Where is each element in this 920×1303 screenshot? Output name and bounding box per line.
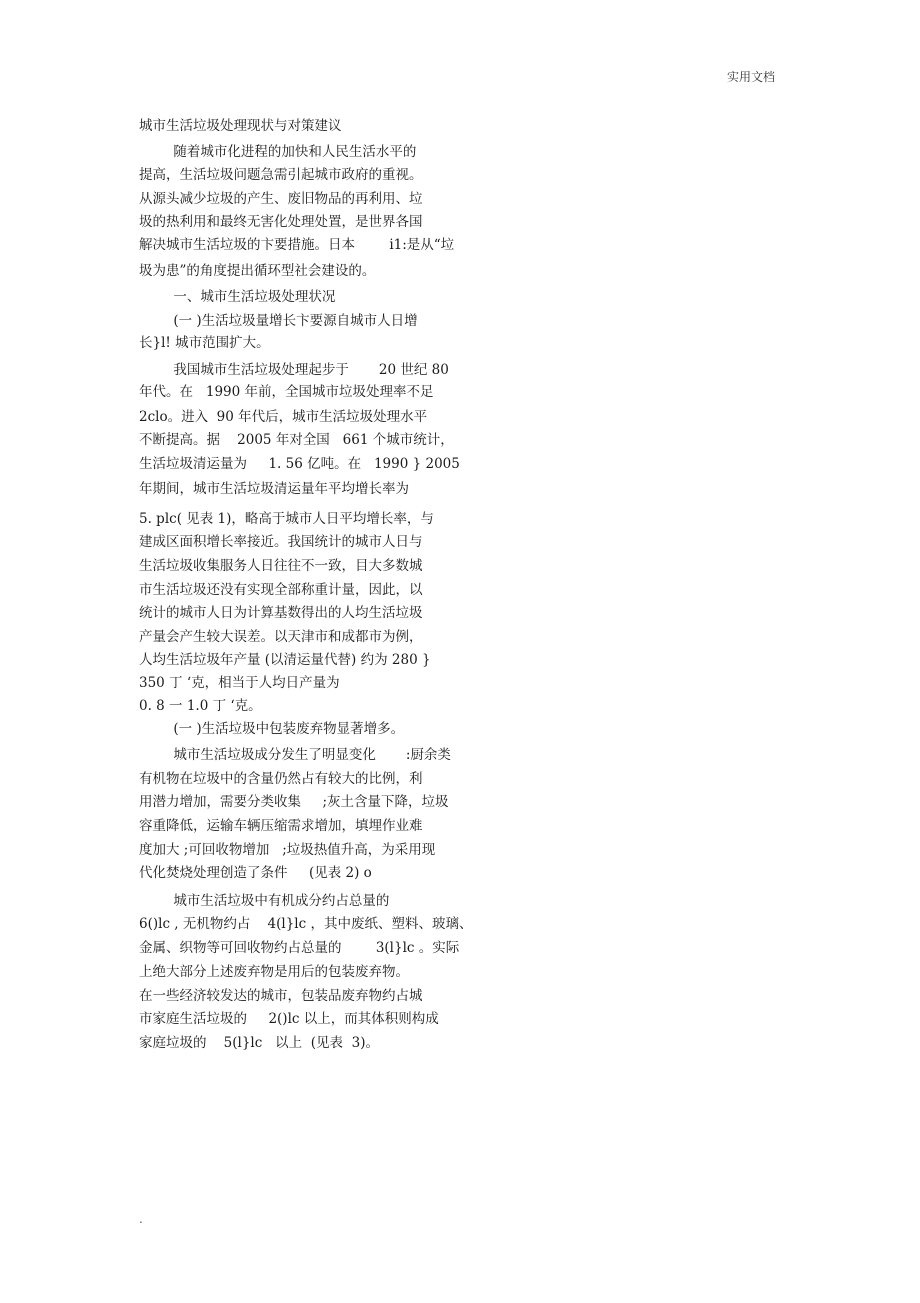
text-line: 0. 8 一 1.0 丁 ‘克。 — [139, 698, 262, 714]
text-line: 长}l! 城市范围扩大。 — [139, 335, 270, 351]
text-line: 年期间，城市生活垃圾清运量年平均增长率为 — [139, 481, 409, 497]
text-line: 在一些经济较发达的城市，包装品废弃物约占城 — [139, 988, 423, 1004]
header-label: 实用文档 — [727, 70, 776, 84]
text-line: 统计的城市人日为计算基数得出的人均生活垃圾 — [139, 605, 423, 621]
text-line: 上绝大部分上述废弃物是用后的包装废弃物。 — [139, 964, 409, 980]
subsection-heading: (一 )生活垃圾中包装废弃物显著增多。 — [139, 721, 405, 737]
text-line: 城市生活垃圾成分发生了明显变化 :厨余类 — [139, 747, 451, 763]
text-line: 用潜力增加，需要分类收集 ;灰土含量下降，垃圾 — [139, 794, 449, 810]
text-line: 产量会产生较大误差。以天津市和成都市为例， — [139, 629, 423, 645]
text-line: 随着城市化进程的加快和人民生活水平的 — [139, 144, 417, 160]
text-line: 圾为患”的角度提出循环型社会建设的。 — [139, 263, 376, 279]
text-line: 5. plc( 见表 1)，略高于城市人日平均增长率，与 — [139, 511, 434, 527]
text-line: 生活垃圾收集服务人日往往不一致，目大多数城 — [139, 558, 423, 574]
text-line: 人均生活垃圾年产量 (以清运量代替) 约为 280 } — [139, 652, 431, 668]
text-line: 市生活垃圾还没有实现全部称重计量，因此，以 — [139, 582, 423, 598]
footer-mark: . — [139, 1212, 143, 1226]
text-line: 代化焚烧处理创造了条件 (见表 2) o — [139, 865, 372, 881]
subsection-heading: (一 )生活垃圾量增长卞要源自城市人日增 — [139, 313, 418, 329]
text-line: 家庭垃圾的 5(l}lc 以上 (见表 3)。 — [139, 1035, 379, 1051]
text-line: 6()lc , 无机物约占 4(l}lc ，其中废纸、塑料、玻璃、 — [139, 916, 473, 932]
text-line: 我国城市生活垃圾处理起步于 20 世纪 80 — [139, 362, 449, 378]
text-line: 容重降低，运输车辆压缩需求增加，填埋作业难 — [139, 818, 423, 834]
text-line: 从源头减少垃圾的产生、废旧物品的再利用、垃 — [139, 191, 423, 207]
text-line: 圾的热利用和最终无害化处理处置，是世界各国 — [139, 214, 423, 230]
text-line: 建成区面积增长率接近。我国统计的城市人日与 — [139, 534, 423, 550]
text-line: 350 丁 ‘克，相当于人均日产量为 — [139, 675, 340, 691]
section-heading: 一、城市生活垃圾处理状况 — [139, 289, 336, 305]
text-line: 度加大 ;可回收物增加 ;垃圾热值升高，为采用现 — [139, 842, 436, 858]
text-line: 不断提高。据 2005 年对全国 661 个城市统计， — [139, 432, 454, 448]
text-line: 生活垃圾清运量为 1. 56 亿吨。在 1990 } 2005 — [139, 456, 460, 472]
text-line: 解决城市生活垃圾的卞要措施。日本 i1:是从“垃 — [139, 237, 455, 253]
document-title: 城市生活垃圾处理现状与对策建议 — [139, 118, 342, 134]
text-line: 有机物在垃圾中的含量仍然占有较大的比例，利 — [139, 771, 423, 787]
text-line: 金属、织物等可回收物约占总量的 3(l}lc 。实际 — [139, 940, 460, 956]
text-line: 2clo。进入 90 年代后，城市生活垃圾处理水平 — [139, 409, 428, 425]
text-line: 城市生活垃圾中有机成分约占总量的 — [139, 893, 390, 909]
text-line: 提高，生活垃圾问题急需引起城市政府的重视。 — [139, 167, 423, 183]
text-line: 年代。在 1990 年前，全国城市垃圾处理率不足 — [139, 384, 434, 400]
text-line: 市家庭生活垃圾的 2()lc 以上，而其体积则构成 — [139, 1011, 439, 1027]
